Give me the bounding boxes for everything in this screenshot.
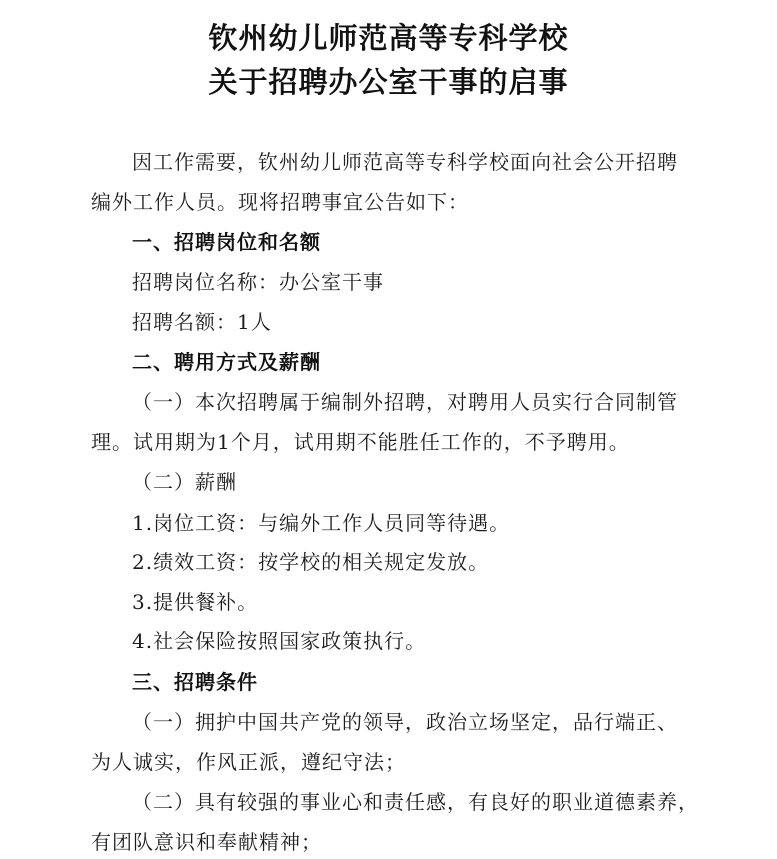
pay-item-2: 2.绩效工资：按学校的相关规定发放。 [132, 550, 490, 574]
condition1-line1: （一）拥护中国共产党的领导，政治立场坚定，品行端正、 [132, 710, 678, 734]
condition1-line2: 为人诚实，作风正派，遵纪守法； [91, 750, 406, 774]
section2-heading: 二、聘用方式及薪酬 [132, 350, 321, 374]
intro-line2: 编外工作人员。现将招聘事宜公告如下： [91, 190, 469, 214]
employment-item1-line1: （一）本次招聘属于编制外招聘，对聘用人员实行合同制管 [132, 390, 678, 414]
section1-heading: 一、招聘岗位和名额 [132, 230, 321, 254]
pay-subheading: （二）薪酬 [132, 470, 237, 494]
pay-item-3: 3.提供餐补。 [132, 590, 259, 614]
employment-item1-line2: 理。试用期为1个月，试用期不能胜任工作的，不予聘用。 [91, 430, 630, 454]
condition2-line1: （二）具有较强的事业心和责任感，有良好的职业道德素养， [132, 790, 699, 814]
document-title-line1: 钦州幼儿师范高等专科学校 [208, 21, 569, 55]
position-name: 招聘岗位名称：办公室干事 [132, 270, 384, 294]
section3-heading: 三、招聘条件 [132, 670, 258, 694]
condition2-line2: 有团队意识和奉献精神； [91, 830, 322, 854]
pay-item-4: 4.社会保险按照国家政策执行。 [132, 629, 427, 653]
pay-item-1: 1.岗位工资：与编外工作人员同等待遇。 [132, 511, 511, 535]
position-quota: 招聘名额：1人 [132, 310, 272, 334]
intro-line1: 因工作需要，钦州幼儿师范高等专科学校面向社会公开招聘 [132, 150, 678, 174]
document-title-line2: 关于招聘办公室干事的启事 [208, 65, 569, 99]
